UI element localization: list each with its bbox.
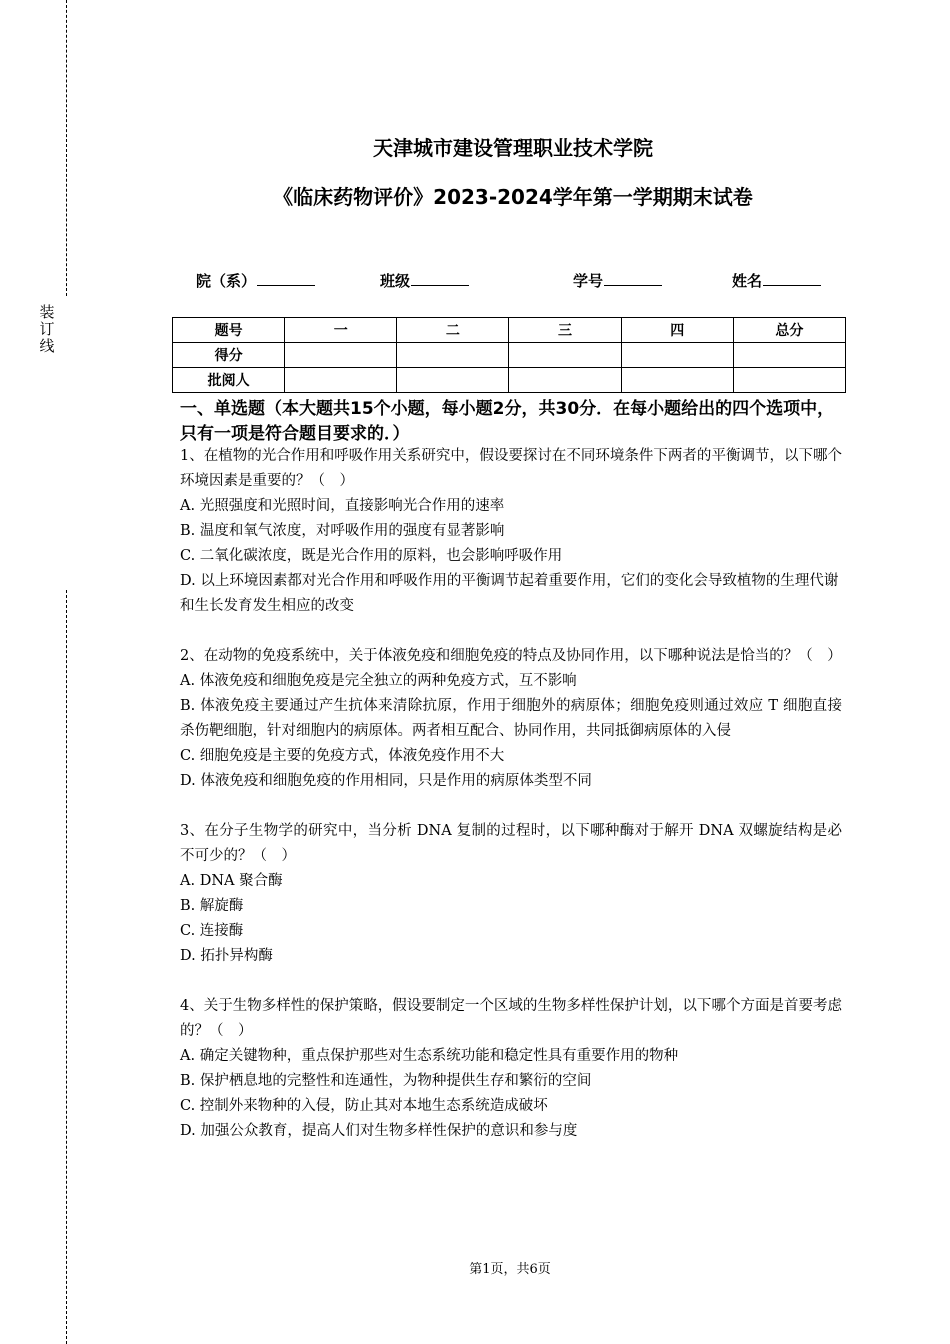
question-option: C. 连接酶 — [180, 923, 244, 939]
score-header-cell: 题号 — [173, 318, 285, 343]
score-cell[interactable] — [285, 343, 397, 368]
score-cell[interactable] — [621, 343, 733, 368]
question-option: C. 控制外来物种的入侵，防止其对本地生态系统造成破坏 — [180, 1098, 548, 1114]
binding-label: 装订线 — [39, 303, 55, 355]
info-field-student-id — [573, 270, 662, 291]
question-option: D. 以上环境因素都对光合作用和呼吸作用的平衡调节起着重要作用，它们的变化会导致植物的生理代谢和生长发育发生相应的改变 — [180, 573, 839, 614]
question-option: D. 体液免疫和细胞免疫的作用相同，只是作用的病原体类型不同 — [180, 773, 592, 789]
info-field-class — [380, 270, 469, 291]
score-header-cell: 三 — [509, 318, 621, 343]
question-option: A. DNA 聚合酶 — [180, 873, 283, 889]
score-table-row-score — [173, 343, 846, 368]
question-option: A. 光照强度和光照时间，直接影响光合作用的速率 — [180, 498, 505, 514]
score-row-label: 得分 — [173, 343, 285, 368]
info-label-department: 院（系） — [196, 272, 257, 290]
score-header-cell: 四 — [621, 318, 733, 343]
question-3 — [180, 819, 842, 969]
score-row-label: 批阅人 — [173, 368, 285, 393]
question-option: B. 保护栖息地的完整性和连通性，为物种提供生存和繁衍的空间 — [180, 1073, 592, 1089]
grader-cell[interactable] — [285, 368, 397, 393]
question-2 — [180, 644, 842, 794]
exam-title: 《临床药物评价》2023-2024学年第一学期期末试卷 — [273, 185, 753, 209]
question-option: B. 温度和氧气浓度，对呼吸作用的强度有显著影响 — [180, 523, 505, 539]
score-cell[interactable] — [509, 343, 621, 368]
question-option: C. 二氧化碳浓度，既是光合作用的原料，也会影响呼吸作用 — [180, 548, 563, 564]
school-title: 天津城市建设管理职业技术学院 — [373, 136, 653, 160]
question-option: A. 体液免疫和细胞免疫是完全独立的两种免疫方式，互不影响 — [180, 673, 577, 689]
question-option: A. 确定关键物种，重点保护那些对生态系统功能和稳定性具有重要作用的物种 — [180, 1048, 679, 1064]
question-option: B. 体液免疫主要通过产生抗体来清除抗原，作用于细胞外的病原体；细胞免疫则通过效应 T 细胞直接杀伤靶细胞，针对细胞内的病原体。两者相互配合、协同作用，共同抵御病原体的入侵 — [180, 698, 842, 739]
section-heading: 一、单选题（本大题共15个小题，每小题2分，共30分．在每小题给出的四个选项中，只有一项是符合题目要求的．） — [180, 399, 835, 444]
info-label-class: 班级 — [380, 272, 411, 290]
grader-cell[interactable] — [733, 368, 845, 393]
score-header-cell: 二 — [397, 318, 509, 343]
grader-cell[interactable] — [509, 368, 621, 393]
question-stem: 3、在分子生物学的研究中，当分析 DNA 复制的过程时，以下哪种酶对于解开 DNA 双螺旋结构是必不可少的？（ ） — [180, 823, 842, 864]
question-option: D. 加强公众教育，提高人们对生物多样性保护的意识和参与度 — [180, 1123, 578, 1139]
question-4 — [180, 994, 842, 1144]
score-table — [172, 317, 846, 393]
info-field-name — [732, 270, 821, 291]
question-stem: 1、在植物的光合作用和呼吸作用关系研究中，假设要探讨在不同环境条件下两者的平衡调节，以下哪个环境因素是重要的？（ ） — [180, 448, 842, 489]
question-option: D. 拓扑异构酶 — [180, 948, 273, 964]
score-table-row-grader — [173, 368, 846, 393]
grader-cell[interactable] — [621, 368, 733, 393]
score-header-cell: 总分 — [733, 318, 845, 343]
question-stem: 2、在动物的免疫系统中，关于体液免疫和细胞免疫的特点及协同作用，以下哪种说法是恰当的？（ ） — [180, 648, 842, 664]
score-cell[interactable] — [733, 343, 845, 368]
student-id-blank[interactable] — [604, 270, 662, 286]
binding-line-bottom — [66, 590, 67, 1344]
score-cell[interactable] — [397, 343, 509, 368]
question-list — [180, 444, 842, 1169]
question-option: B. 解旋酶 — [180, 898, 244, 914]
question-option: C. 细胞免疫是主要的免疫方式，体液免疫作用不大 — [180, 748, 505, 764]
page-number: 第1页，共6页 — [469, 1262, 551, 1277]
info-field-department — [196, 270, 315, 291]
info-label-student-id: 学号 — [573, 272, 604, 290]
question-stem: 4、关于生物多样性的保护策略，假设要制定一个区域的生物多样性保护计划，以下哪个方面是首要考虑的？（ ） — [180, 998, 842, 1039]
name-blank[interactable] — [763, 270, 821, 286]
score-table-header-row — [173, 318, 846, 343]
score-header-cell: 一 — [285, 318, 397, 343]
department-blank[interactable] — [257, 270, 315, 286]
question-1 — [180, 444, 842, 619]
grader-cell[interactable] — [397, 368, 509, 393]
info-label-name: 姓名 — [732, 272, 763, 290]
class-blank[interactable] — [411, 270, 469, 286]
